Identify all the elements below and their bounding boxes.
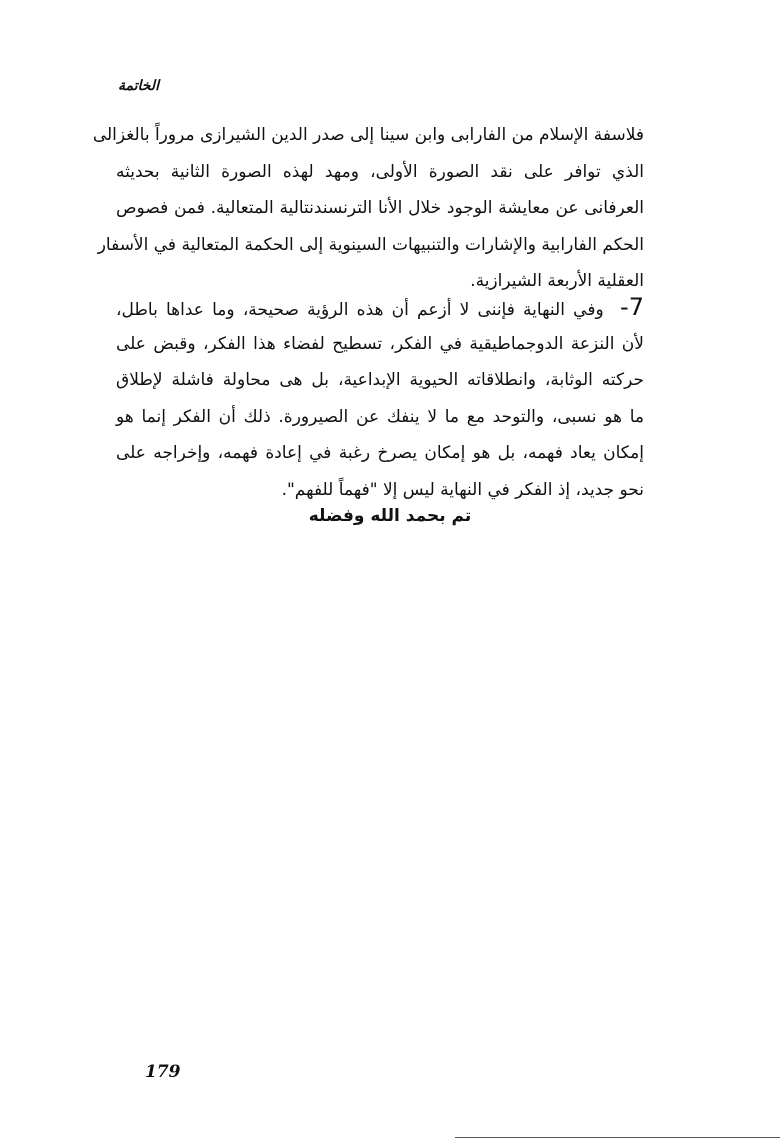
paragraph-2: [116, 289, 644, 508]
running-header: الخاتمة: [118, 78, 159, 94]
paragraph-number: 7-: [620, 293, 644, 321]
text-line-first: [116, 289, 644, 326]
text-line: إمكان يعاد فهمه، بل هو إمكان يصرخ رغبة في إعادة فهمه، وإخراجه على: [116, 443, 644, 463]
text-line: ما هو نسبى، والتوحد مع ما لا ينفك عن الصيرورة. ذلك أن الفكر إنما هو: [116, 406, 644, 427]
text-line: حركته الوثابة، وانطلاقاته الحيوية الإبداعية، بل هى محاولة فاشلة لإطلاق: [116, 370, 644, 390]
text-line: الذي توافر على نقد الصورة الأولى، ومهد لهذه الصورة الثانية بحديثه: [116, 161, 644, 182]
text-line: لأن النزعة الدوجماطيقية في الفكر، تسطيح لفضاء هذا الفكر، وقبض على: [116, 333, 644, 354]
text-line: نحو جديد، إذ الفكر في النهاية ليس إلا "فهماً للفهم".: [281, 479, 644, 500]
closing-statement: تم بحمد الله وفضله: [308, 506, 472, 526]
text-line: فلاسفة الإسلام من الفارابى وابن سينا إلى صدر الدين الشيرازى مروراً بالغزالى: [92, 125, 644, 145]
text-line: العقلية الأربعة الشيرازية.: [470, 271, 644, 291]
paragraph-1: [92, 117, 644, 300]
text-line: العرفانى عن معايشة الوجود خلال الأنا الترنسندنتالية المتعالية. فمن فصوص: [116, 198, 644, 218]
scan-edge-divider: [455, 1137, 780, 1138]
page-number: 179: [145, 1062, 181, 1082]
text-line: الحكم الفارابية والإشارات والتنبيهات السينوية إلى الحكمة المتعالية في الأسفار: [97, 234, 644, 255]
paragraph-first-line: وفي النهاية فإننى لا أزعم أن هذه الرؤية صحيحة، وما عداها باطل،: [116, 300, 604, 320]
